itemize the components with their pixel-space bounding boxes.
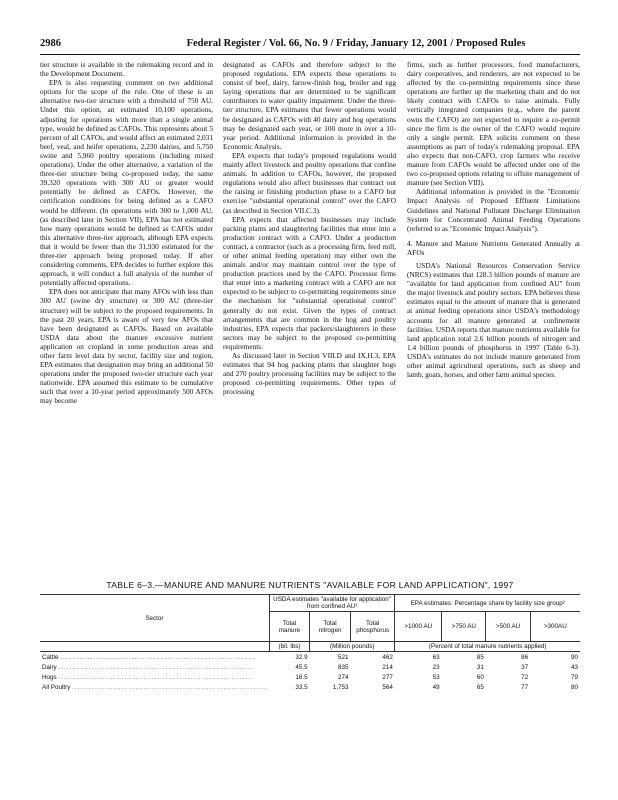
- section-heading: 4. Manure and Manure Nutrients Generated Annually at AFOs: [407, 238, 580, 257]
- cell: 564: [382, 683, 393, 691]
- cell: 835: [337, 663, 349, 671]
- cell: 79: [570, 673, 578, 681]
- cell: 33.5: [295, 683, 308, 691]
- cell: 16.5: [295, 673, 308, 681]
- cell: 274: [337, 673, 349, 681]
- paragraph: Additional information is provided in the "Economic Impact Analysis of Proposed Effluent Limitations Guidelines and National Pollutant Discharge Elimination System for Concentrated Animal Feeding Operations (referred to as "Economic Impact Analysis").: [407, 187, 580, 233]
- cell: 65: [476, 683, 484, 691]
- manure-nutrients-table: [40, 594, 580, 692]
- usda-group-header: USDA estimates "available for application" from confined AU¹: [269, 595, 395, 612]
- paragraph: EPA is also requesting comment on two additional options for the scope of the rule. One of these is an alternative two-tier structure with a threshold of 750 AU. Under this option, an estimated 10,100 operations, adjusting for operations with more than a single animal type, would be defined as CAFOs. This represents about 5 percent of all CAFOs, and would affect an estimated 2,031 beef, veal, and heifer operations, 2,230 dairies, and 5,750 swine and 5,960 poultry operations (including mixed operations). Under the other alternative, a variation of the three-tier structure being co-proposed today, the same 39,320 operations with 300 AU or greater would potentially be defined as CAFOs. However, the certification conditions for being defined as a CAFO would be different. (In operations with 300 to 1,000 AU, (as described later in Section VII), EPA has not estimated how many operations would be defined as CAFOs under this alternative three-tier approach, although EPA expects that it would be fewer than the 31,930 estimated for the three-tier approach being proposed today. If after considering comments, EPA decides to further explore this approach, it will conduct a full analysis of the number of potentially affected operations.: [40, 78, 213, 288]
- row-sector: All Poultry .......................................................................: [42, 683, 268, 691]
- table-row: [40, 662, 580, 672]
- cell: 90: [570, 653, 578, 661]
- cell: 31: [476, 663, 484, 671]
- column-header: >500 AU: [486, 612, 530, 642]
- units-nutrients: (Million pounds): [310, 642, 395, 652]
- cell: 214: [382, 663, 393, 671]
- cell: 45.5: [295, 663, 308, 671]
- cell: 43: [570, 663, 578, 671]
- cell: 1,753: [332, 683, 349, 691]
- cell: 462: [382, 653, 393, 661]
- row-sector: Dairy .......................................................................: [42, 663, 254, 671]
- cell: 521: [337, 653, 349, 661]
- header-rule: [40, 54, 580, 55]
- table-row: [40, 682, 580, 692]
- units-percent: (Percent of total manure nutrients applied): [395, 642, 580, 652]
- cell: 49: [432, 683, 440, 691]
- cell: 77: [521, 683, 529, 691]
- paragraph: EPA expects that affected businesses may include packing plants and slaughtering facilities that enter into a production contract with a CAFO. Under a production contract, a contractor (such as a processing firm, feed mill, or other animal feeding operation) may either own the animals and/or may maintain control over the type of production practices used by the CAFO. Processor firms that enter into a marketing contract with a CAFO are not expected to be subject to co-permitting requirements since the mechanism for "substantial operational control" generally do not exist. Given the types of contract arrangements that are common in the hog and poultry industries, EPA expects that packers/slaughterers in these sectors may be subject to the proposed co-permitting requirements.: [223, 214, 396, 351]
- paragraph: firms, such as further processors, food manufacturers, dairy cooperatives, and renderers, are not expected to be affected by the co-permitting requirements since these operations are further up the marketing chain and do not likely contract with CAFOs to raise animals. Fully vertically integrated companies (e.g., where the parent owns the CAFO) are not expected to require a co-permit since the firm is the owner of the CAFO would require only a single permit. EPA solicits comment on these assumptions as part of today's rulemaking proposal. EPA also expects that non-CAFO, crop farmers who receive manure from CAFOs would be affected under one of the two co-proposed options relating to offsite management of manure (see Section VIII).: [407, 60, 580, 188]
- cell: 37: [521, 663, 529, 671]
- table-row: [40, 672, 580, 682]
- paragraph: designated as CAFOs and therefore subject to the proposed regulations. EPA expects these operations to consist of beef, dairy, farrow-finish hog, broiler and egg laying operations that are determined to be significant contributors to water quality impairment. Under the three-tier structure, EPA estimates that fewer operations would be designated as CAFOs with 40 dairy and hog operations may be designated each year, or 100 more in over a 10-year period. Additional information is provided in the Economic Analysis.: [223, 60, 396, 151]
- units-manure: (bil. lbs): [269, 642, 309, 652]
- table-title: TABLE 6–3.—MANURE AND MANURE NUTRIENTS "AVAILABLE FOR LAND APPLICATION", 1997: [106, 580, 514, 590]
- cell: 60: [476, 673, 484, 681]
- paragraph: EPA expects that today's proposed regulations would mainly affect livestock and poultry operations that confine animals. In addition to CAFOs, however, the proposed regulations would also affect businesses that contract out the raising or finishing production phase to a CAFO but exercise "substantial operational control" over the CAFO (as described in Section VII.C.3).: [223, 150, 396, 215]
- row-sector: Hogs .......................................................................: [42, 673, 254, 681]
- text-column-3: [407, 60, 580, 572]
- text-column-2: [223, 60, 396, 572]
- cell: 53: [432, 673, 440, 681]
- page-header: [40, 38, 580, 52]
- cell: 85: [476, 653, 484, 661]
- paragraph: tier structure is available in the rulemaking record and in the Development Document.: [40, 60, 213, 79]
- epa-group-header: EPA estimates: Percentage share by facility size group²: [395, 595, 580, 612]
- column-header: Total nitrogen: [310, 612, 351, 642]
- sector-column-header: Sector: [40, 595, 269, 642]
- text-column-1: [40, 60, 213, 572]
- page-number: 2986: [40, 38, 61, 49]
- paragraph: USDA's National Resources Conservation Service (NRCS) estimates that 128.3 billion pounds of manure are "available for land application from confined AU" from the major livestock and poultry sectors. EPA believes these estimates equal to the amount of manure that is generated at animal feeding operations since USDA's methodology accounts for all manure generated at confinement facilities. USDA reports that manure nutrients available for land application total 2.6 billion pounds of nitrogen and 1.4 billion pounds of phosphorus in 1997 (Table 6-3). USDA's estimates do not include manure generated from other animal agricultural operations, such as sheep and lamb, goats, horses, and other farm animal species.: [407, 260, 580, 380]
- column-header: >750 AU: [442, 612, 486, 642]
- column-header: Total phosphorus: [350, 612, 394, 642]
- cell: 63: [432, 653, 440, 661]
- column-header: >1000 AU: [395, 612, 442, 642]
- column-header: Total manure: [269, 612, 309, 642]
- cell: 23: [432, 663, 440, 671]
- column-header: >300AU: [530, 612, 580, 642]
- paragraph: As discussed later in Section VIII.D and IX.H.3, EPA estimates that 94 hog packing plants that slaughter hogs and 270 poultry processing facilities may be subject to the proposed co-permitting requirements. Other types of processing: [223, 351, 396, 397]
- cell: 72: [521, 673, 529, 681]
- cell: 86: [521, 653, 529, 661]
- paragraph: EPA does not anticipate that many AFOs with less than 300 AU (swine dry structure) or 300 AU (three-tier structure) will be subject to the proposed requirements. In the past 20 years, EPA is aware of very few AFOs that have been designated as CAFOs. Based on available USDA data about the manure excessive nutrient application on cropland in some production areas and other farm level data by sector, facility size and region, EPA estimates that designation may bring an additional 50 operations under the proposed two-tier structure each year nationwide. EPA assumed this estimate to be cumulative such that over a 10-year period approximately 500 AFOs may become: [40, 287, 213, 406]
- table-row: [40, 652, 580, 663]
- running-title: Federal Register / Vol. 66, No. 9 / Friday, January 12, 2001 / Proposed Rules: [186, 38, 526, 49]
- cell: 277: [382, 673, 393, 681]
- row-sector: Cattle .......................................................................: [42, 653, 256, 661]
- cell: 32.9: [295, 653, 308, 661]
- cell: 80: [570, 683, 578, 691]
